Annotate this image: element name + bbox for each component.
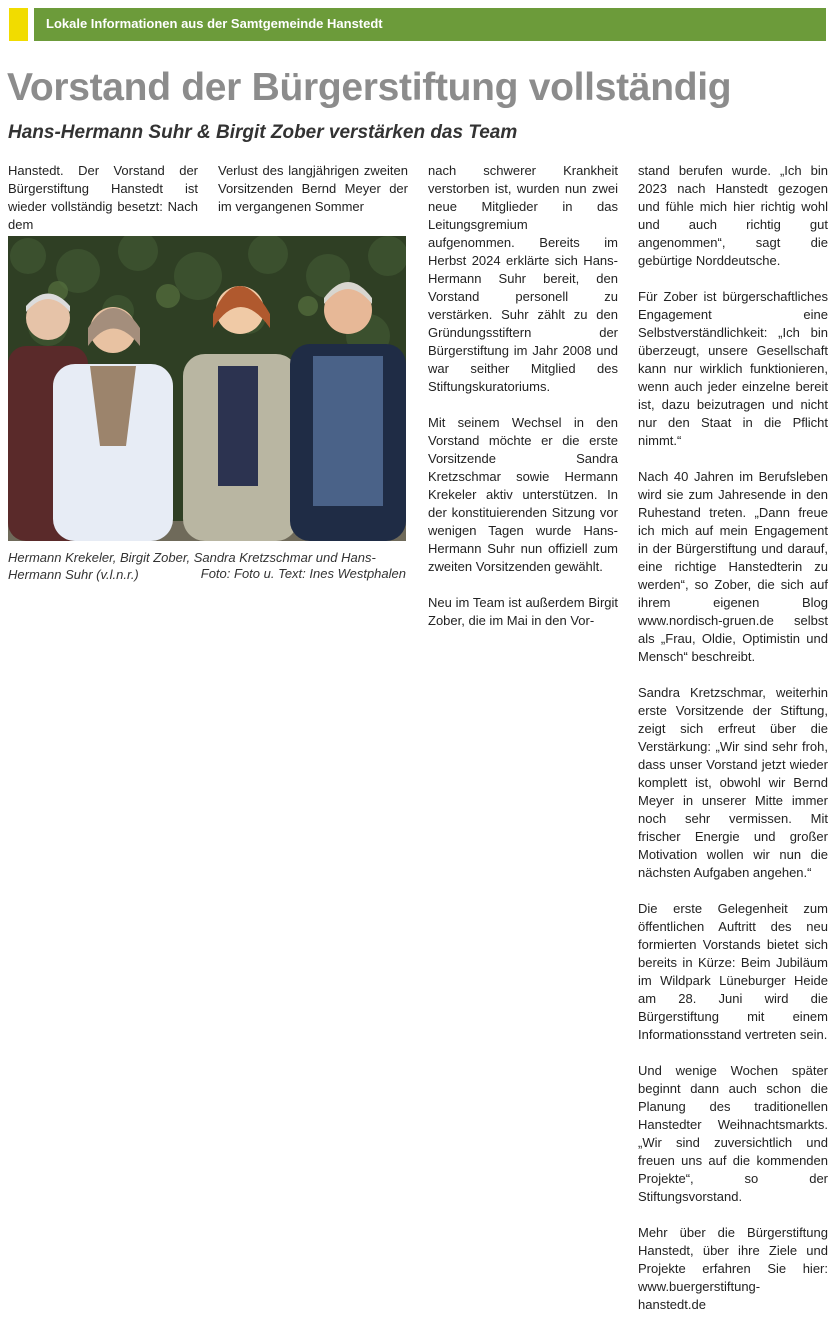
header-accent-gap [28,8,34,41]
column-4-paragraph-6: Und wenige Wochen später beginnt dann auch schon die Planung des traditionellen Hanstedter Weihnachtsmarkts. „Wir sind zuversichtlich und freuen uns auf die kommenden Projekte“, so der Stiftungsvorstand. [638,1063,828,1204]
section-label: Lokale Informationen aus der Samtgemeinde Hanstedt [46,16,383,31]
photo-credit: Foto: Foto u. Text: Ines Westphalen [200,566,406,581]
column-4-paragraph-2: Für Zober ist bürgerschaftliches Engagement eine Selbstverständlichkeit: „Ich bin überzeugt, unsere Gesellschaft kann nur wirklich funktionieren, wenn auch jeder einzelne bereit ist, dazu beizutragen und nicht nur den Staat in die Pflicht nimmt.“ [638,289,828,448]
board-group-photo [8,236,406,541]
photo-caption: Hermann Krekeler, Birgit Zober, Sandra Kretzschmar und Hans-Hermann Suhr (v.l.n.r.) [8,550,376,582]
column-1-paragraph: Hanstedt. Der Vorstand der Bürgerstiftung Hanstedt ist wieder vollständig besetzt: Nach dem [8,163,198,232]
column-4-paragraph-7: Mehr über die Bürgerstiftung Hanstedt, über ihre Ziele und Projekte erfahren Sie hier: www.buergerstiftung-hanstedt.de [638,1225,828,1312]
column-4-paragraph-4: Sandra Kretzschmar, weiterhin erste Vorsitzende der Stiftung, zeigt sich erfreut über die Verstärkung: „Wir sind sehr froh, dass unser Vorstand jetzt wieder komplett ist, obwohl wir Bernd Meyer in unserer Mitte immer noch sehr vermissen. Mit frischer Energie und großer Motivation wollen wir nun die nächsten Aufgaben angehen.“ [638,685,828,880]
article-headline: Vorstand der Bürgerstiftung vollständig [7,66,732,109]
column-3-paragraph-1: nach schwerer Krankheit verstorben ist, wurden nun zwei neue Mitglieder in das Leitungsgremium aufgenommen. Bereits im Herbst 2024 erklärte sich Hans-Hermann Suhr bereit, den Vorstand personell zu verstärken. Suhr zählt zu den Gründungsstiftern der Bürgerstiftung im Jahr 2008 und war seither Mitglied des Stiftungskuratoriums. [428,163,618,394]
column-3-paragraph-2: Mit seinem Wechsel in den Vorstand möchte er die erste Vorsitzende Sandra Kretzschmar sowie Hermann Krekeler aktiv unterstützen. In der konstituierenden Sitzung vor wenigen Tagen wurde Hans-Hermann Suhr nun offiziell zum zweiten Vorsitzenden gewählt. [428,415,618,574]
article-subheadline: Hans-Hermann Suhr & Birgit Zober verstärken das Team [8,122,518,143]
header-accent-stripe [9,8,28,41]
section-header-bar [9,8,826,41]
article-column-2 [218,162,408,216]
column-3-paragraph-3: Neu im Team ist außerdem Birgit Zober, die im Mai in den Vor- [428,595,618,628]
article-column-1 [8,162,198,234]
article-column-3 [428,162,618,648]
column-4-paragraph-5: Die erste Gelegenheit zum öffentlichen Auftritt des neu formierten Vorstands bietet sich bereits in Kürze: Beim Jubiläum im Wildpark Lüneburger Heide am 28. Juni wird die Bürgerstiftung mit einem Informationsstand vertreten sein. [638,901,828,1042]
article-column-4 [638,162,828,1332]
group-photo-illustration [8,236,406,541]
column-4-paragraph-3: Nach 40 Jahren im Berufsleben wird sie zum Jahresende in den Ruhestand treten. „Dann freue ich mich auf mein Engagement in der Bürgerstiftung und darauf, eine richtige Hanstedterin zu werden“, so Zober, die sich auf ihrem eigenen Blog www.nordisch-gruen.de selbst als „Frau, Oldie, Optimistin und Mensch“ beschreibt. [638,469,828,664]
column-4-paragraph-1: stand berufen wurde. „Ich bin 2023 nach Hanstedt gezogen und fühle mich hier richtig wohl und auch richtig gut angenommen“, sagt die gebürtige Norddeutsche. [638,163,828,268]
column-2-paragraph: Verlust des langjährigen zweiten Vorsitzenden Bernd Meyer der im vergangenen Sommer [218,163,408,214]
